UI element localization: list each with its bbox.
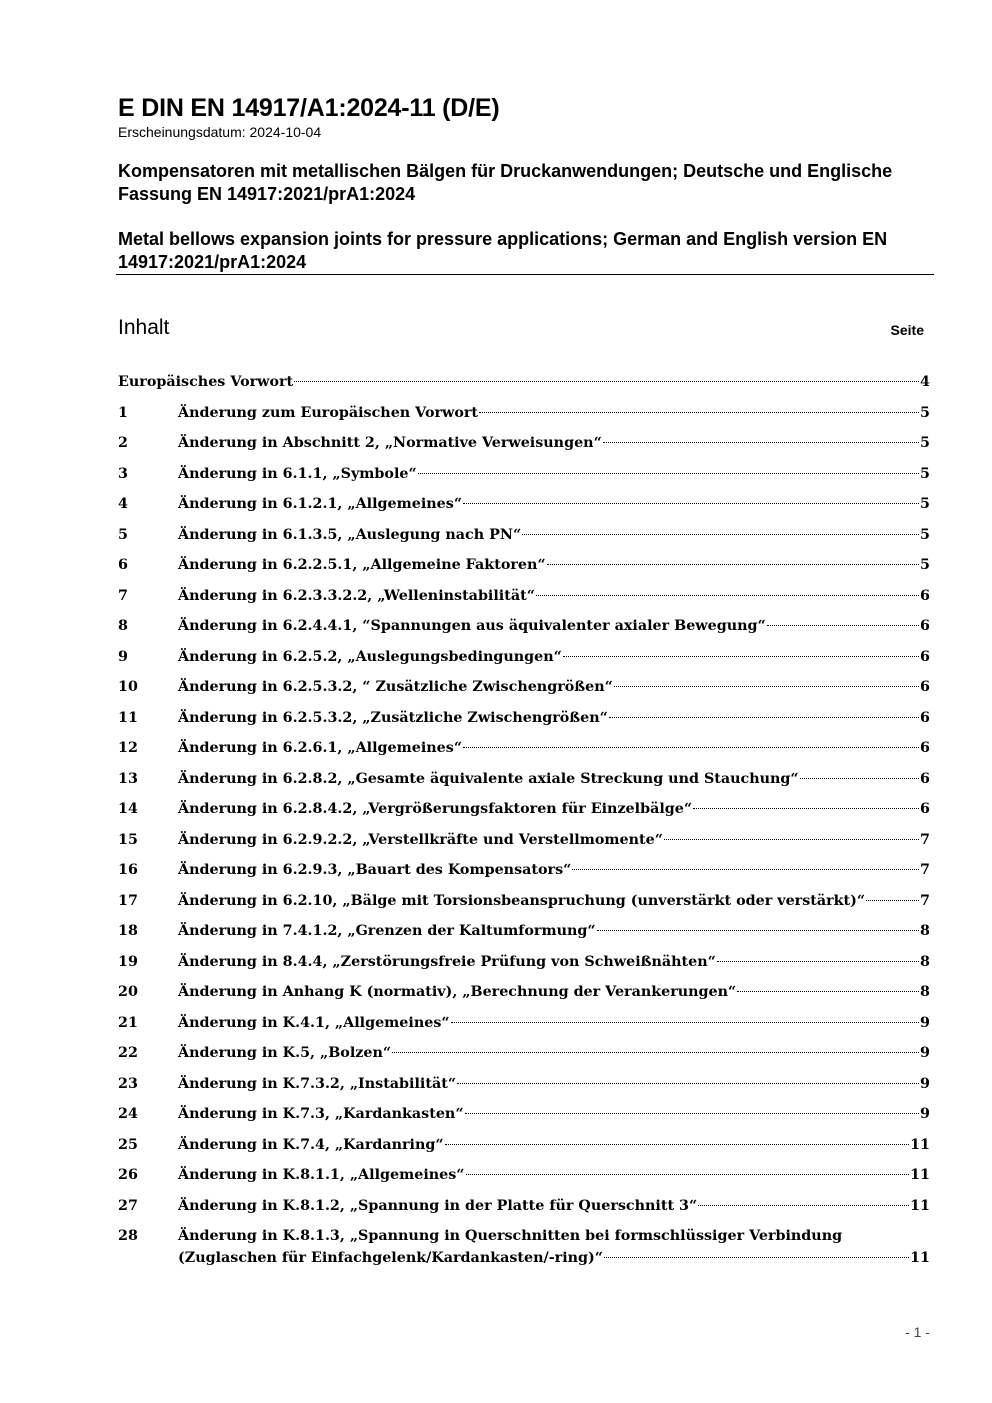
- toc-entry-line: [178, 981, 930, 1003]
- dot-leader: [479, 412, 919, 413]
- toc-entry-title: Änderung in 6.2.10, „Bälge mit Torsionsbeanspruchung (unverstärkt oder verstärkt)“: [178, 892, 866, 909]
- toc-entry-page: 5: [920, 435, 930, 451]
- toc-entry-number: 1: [118, 404, 128, 421]
- toc-entry-title: Änderung in 6.2.8.2, „Gesamte äquivalente axiale Streckung und Stauchung“: [178, 770, 799, 787]
- toc-entry-page: 9: [920, 1106, 930, 1122]
- toc-entry-title: Änderung in K.4.1, „Allgemeines“: [178, 1014, 450, 1031]
- toc-entry-number: 13: [118, 770, 138, 787]
- toc-entry-title: Änderung in K.7.3, „Kardankasten“: [178, 1106, 464, 1122]
- toc-entry[interactable]: [118, 890, 930, 912]
- toc-entry-page: 6: [920, 618, 930, 634]
- dot-leader: [664, 839, 919, 840]
- dot-leader: [693, 808, 919, 809]
- dot-leader: [463, 503, 919, 504]
- toc-entry-line: [178, 1164, 930, 1186]
- toc-entry[interactable]: [118, 585, 930, 607]
- toc-entry-line: [178, 859, 930, 881]
- toc-entry-page: 11: [910, 1167, 930, 1183]
- toc-entry-page: 5: [920, 465, 930, 482]
- dot-leader: [603, 442, 919, 443]
- toc-entry-line: [178, 951, 930, 973]
- toc-entry[interactable]: [118, 920, 930, 942]
- toc-entry-number: 21: [118, 1014, 138, 1031]
- toc-entry-line: [178, 920, 930, 942]
- toc-entry-page: 5: [920, 404, 930, 421]
- toc-entry-line: [178, 1103, 930, 1125]
- toc-entry-line: [178, 463, 930, 485]
- toc-entry-number: 26: [118, 1167, 138, 1183]
- toc-entry-line: [178, 493, 930, 515]
- toc-entry-title: Änderung in Anhang K (normativ), „Berechnung der Verankerungen“: [178, 984, 737, 1000]
- toc-entry[interactable]: [118, 432, 930, 454]
- toc-entry-line: [178, 1012, 930, 1034]
- dot-leader: [717, 961, 919, 962]
- toc-entry-title: Änderung in 6.1.3.5, „Auslegung nach PN“: [178, 526, 522, 543]
- toc-entry-title: Änderung in 7.4.1.2, „Grenzen der Kaltumformung“: [178, 923, 596, 939]
- dot-leader: [418, 473, 919, 474]
- header-divider: [116, 274, 934, 275]
- toc-entry-number: 18: [118, 923, 138, 939]
- toc-entry-title: Änderung in 6.1.2.1, „Allgemeines“: [178, 496, 463, 512]
- document-id: E DIN EN 14917/A1:2024-11 (D/E): [118, 94, 500, 122]
- toc-entry-page: 5: [920, 496, 930, 512]
- toc-entry-number: 11: [118, 709, 138, 726]
- toc-entry-page: 6: [920, 740, 930, 756]
- toc-entry-number: 23: [118, 1075, 138, 1092]
- toc-entry-title: Änderung in K.7.3.2, „Instabilität“: [178, 1075, 457, 1092]
- toc-entry-number: 5: [118, 526, 128, 543]
- toc-entry-number: 8: [118, 618, 128, 634]
- toc-entry-page: 6: [920, 801, 930, 817]
- toc-entry-line: [178, 890, 930, 912]
- dot-leader: [563, 656, 919, 657]
- toc-entry[interactable]: [118, 1012, 930, 1034]
- toc-entry-title: Änderung in K.7.4, „Kardanring“: [178, 1136, 444, 1153]
- toc-entry-page: 6: [920, 770, 930, 787]
- toc-entry-page: 6: [920, 709, 930, 726]
- publication-date: Erscheinungsdatum: 2024-10-04: [118, 124, 322, 140]
- toc-entry[interactable]: [118, 1164, 930, 1186]
- toc-entry-page: 5: [920, 526, 930, 543]
- dot-leader: [445, 1144, 910, 1145]
- toc-entry-line: [178, 798, 930, 820]
- toc-entry-line: [178, 524, 930, 546]
- toc-entry-number: 25: [118, 1136, 138, 1153]
- toc-entry[interactable]: [118, 615, 930, 637]
- toc-entry-title: Änderung in 6.2.9.2.2, „Verstellkräfte und Verstellmomente“: [178, 831, 663, 848]
- dot-leader: [547, 564, 919, 565]
- toc-entry[interactable]: [118, 1134, 930, 1156]
- toc-entry-number: 20: [118, 984, 138, 1000]
- toc-entry-title: Änderung in K.5, „Bolzen“: [178, 1045, 392, 1061]
- toc-entry-page: 8: [920, 984, 930, 1000]
- toc-entry-number: 12: [118, 740, 138, 756]
- toc-entry-page: 6: [920, 648, 930, 665]
- toc-entry-number: 9: [118, 648, 128, 665]
- toc-entry-title: Änderung in 6.2.9.3, „Bauart des Kompensators“: [178, 862, 572, 878]
- toc-entry[interactable]: [118, 737, 930, 759]
- dot-leader: [767, 625, 919, 626]
- toc-entry-title: Änderung in 8.4.4, „Zerstörungsfreie Prüfung von Schweißnähten“: [178, 953, 716, 970]
- toc-entry-page: 4: [920, 374, 930, 390]
- toc-entry[interactable]: [118, 951, 930, 973]
- dot-leader: [698, 1205, 909, 1206]
- toc-entry[interactable]: [118, 1195, 930, 1217]
- toc-entry-title: Änderung in 6.2.3.3.2.2, „Welleninstabilität“: [178, 587, 535, 604]
- toc-entry-title: Änderung in 6.1.1, „Symbole“: [178, 465, 417, 482]
- toc-entry-number: 6: [118, 557, 128, 573]
- toc-entry-number: 10: [118, 679, 138, 695]
- toc-entry-line: [118, 371, 930, 393]
- toc-entry-number: 19: [118, 953, 138, 970]
- toc-entry[interactable]: [118, 493, 930, 515]
- toc-entry-page: 7: [920, 892, 930, 909]
- toc-entry-line: [178, 554, 930, 576]
- toc-entry-title: Änderung in K.8.1.1, „Allgemeines“: [178, 1167, 465, 1183]
- dot-leader: [572, 869, 919, 870]
- toc-entry-title-continuation: (Zuglaschen für Einfachgelenk/Kardankasten/-ring)“: [178, 1250, 604, 1266]
- toc-entry-page: 6: [920, 587, 930, 604]
- toc-entry-number: 4: [118, 496, 128, 512]
- toc-entry-title: Änderung in K.8.1.2, „Spannung in der Platte für Querschnitt 3“: [178, 1197, 698, 1214]
- toc-entry-number: 2: [118, 435, 128, 451]
- toc-entry-number: 17: [118, 892, 138, 909]
- toc-entry-line: [178, 1073, 930, 1095]
- toc-entry-line: [178, 432, 930, 454]
- toc-entry-title: Änderung in 6.2.8.4.2, „Vergrößerungsfaktoren für Einzelbälge“: [178, 801, 693, 817]
- toc-entry[interactable]: [118, 859, 930, 881]
- title-german: Kompensatoren mit metallischen Bälgen für Druckanwendungen; Deutsche und Englische Fassung EN 14917:2021/prA1:2024: [118, 161, 893, 204]
- toc-entry-title: Änderung in 6.2.6.1, „Allgemeines“: [178, 740, 463, 756]
- toc-entry[interactable]: [118, 554, 930, 576]
- toc-entry[interactable]: [118, 981, 930, 1003]
- dot-leader: [614, 686, 919, 687]
- dot-leader: [604, 1257, 909, 1258]
- toc-entry[interactable]: [118, 371, 930, 393]
- document-header: [118, 93, 934, 274]
- dot-leader: [522, 534, 919, 535]
- toc-entry-page: 8: [920, 923, 930, 939]
- toc-entry[interactable]: [118, 1073, 930, 1095]
- toc-entry[interactable]: [118, 402, 930, 424]
- toc-entry-number: 3: [118, 465, 128, 482]
- toc-entry-line: [178, 402, 930, 424]
- toc-entry-page: 9: [920, 1075, 930, 1092]
- toc-entry-title: Änderung in Abschnitt 2, „Normative Verweisungen“: [178, 435, 602, 451]
- dot-leader: [466, 1174, 910, 1175]
- dot-leader: [392, 1052, 919, 1053]
- toc-entry-title: Änderung in 6.2.2.5.1, „Allgemeine Faktoren“: [178, 557, 546, 573]
- toc-entry[interactable]: [118, 676, 930, 698]
- toc-entry-title: Änderung in 6.2.5.3.2, “ Zusätzliche Zwischengrößen“: [178, 679, 613, 695]
- toc-entry-number: 22: [118, 1045, 138, 1061]
- toc-entry-line: [178, 829, 930, 851]
- toc-entry-line: [178, 707, 930, 729]
- toc-entry[interactable]: [118, 524, 930, 546]
- page-number: - 1 -: [905, 1324, 930, 1340]
- toc-entry-title: Änderung in 6.2.5.2, „Auslegungsbedingungen“: [178, 648, 562, 665]
- toc-entry-line: [178, 1247, 930, 1269]
- dot-leader: [800, 778, 919, 779]
- toc-entry-line: [178, 737, 930, 759]
- toc-entry-page: 5: [920, 557, 930, 573]
- toc-entry[interactable]: [118, 1042, 930, 1064]
- toc-entry-title: Änderung zum Europäischen Vorwort: [178, 404, 478, 421]
- toc-entry-title: Änderung in 6.2.5.3.2, „Zusätzliche Zwischengrößen“: [178, 709, 608, 726]
- toc-entry-title: Änderung in 6.2.4.4.1, “Spannungen aus äquivalenter axialer Bewegung“: [178, 618, 766, 634]
- toc-entry-number: 7: [118, 587, 128, 604]
- toc-entry[interactable]: [118, 707, 930, 729]
- toc-entry-line: [178, 585, 930, 607]
- toc-entry[interactable]: [118, 1103, 930, 1125]
- dot-leader: [451, 1022, 919, 1023]
- toc-entry-line: [178, 768, 930, 790]
- toc-entry-page: 8: [920, 953, 930, 970]
- dot-leader: [463, 747, 919, 748]
- toc-entry-line: [178, 1134, 930, 1156]
- dot-leader: [609, 717, 919, 718]
- toc-entry-title: Europäisches Vorwort: [118, 374, 294, 390]
- toc-entry-page: 11: [910, 1250, 930, 1266]
- toc-heading: Inhalt: [118, 316, 170, 339]
- toc-entry-page: 11: [910, 1197, 930, 1214]
- dot-leader: [465, 1113, 920, 1114]
- dot-leader: [294, 381, 919, 382]
- dot-leader: [866, 900, 919, 901]
- toc-entry-page: 6: [920, 679, 930, 695]
- toc-entry-line: [178, 1042, 930, 1064]
- toc-entry[interactable]: [118, 768, 930, 790]
- toc-entry[interactable]: [118, 463, 930, 485]
- dot-leader: [597, 930, 919, 931]
- toc-entry-number: 24: [118, 1106, 138, 1122]
- toc-entry-line: [178, 615, 930, 637]
- toc-entry-number: 27: [118, 1197, 138, 1214]
- toc-entry-page: 9: [920, 1014, 930, 1031]
- dot-leader: [536, 595, 919, 596]
- toc-entry-page: 7: [920, 862, 930, 878]
- toc-entry-number: 14: [118, 801, 138, 817]
- toc-entry-title: Änderung in K.8.1.3, „Spannung in Querschnitten bei formschlüssiger Verbindung: [178, 1228, 843, 1244]
- toc-entry-page: 7: [920, 831, 930, 848]
- toc-entry-number: 15: [118, 831, 138, 848]
- toc-entry-page: 9: [920, 1045, 930, 1061]
- toc-entry[interactable]: [118, 646, 930, 668]
- title-english: Metal bellows expansion joints for pressure applications; German and English version EN 14917:2021/prA1:2024: [118, 229, 888, 272]
- toc-page-column-label: Seite: [890, 322, 924, 338]
- toc-entry-line: [178, 646, 930, 668]
- toc-entry-line: [178, 1195, 930, 1217]
- dot-leader: [457, 1083, 919, 1084]
- toc-entry[interactable]: [118, 1225, 930, 1269]
- toc-entry-page: 11: [910, 1136, 930, 1153]
- toc-entry-number: 28: [118, 1228, 138, 1244]
- toc-entry[interactable]: [118, 798, 930, 820]
- toc-entry-line: [178, 676, 930, 698]
- dot-leader: [737, 991, 919, 992]
- toc-entry[interactable]: [118, 829, 930, 851]
- toc-entry-number: 16: [118, 862, 138, 878]
